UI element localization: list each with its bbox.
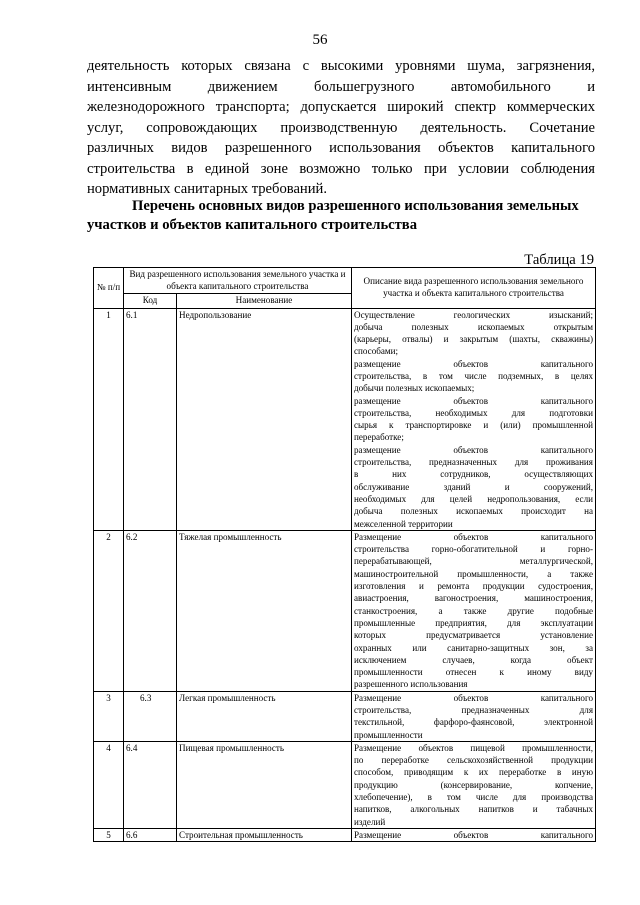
row-name: Легкая промышленность <box>177 691 352 741</box>
header-num: № п/п <box>94 268 124 309</box>
row-code: 6.6 <box>124 828 177 841</box>
description-line: изделий <box>354 816 386 827</box>
description-line: межселенной территории <box>354 518 453 529</box>
header-desc: Описание вида разрешенного использования земельного участка и объекта капитального строительства <box>352 268 596 309</box>
description-line: машиностроительной промышленности, а также <box>354 568 593 579</box>
page-number: 56 <box>312 32 328 48</box>
row-number: 4 <box>94 741 124 828</box>
description-line: разрешенного использования <box>354 679 468 690</box>
intro-line: интенсивным движением большегрузного автомобильного и <box>87 78 595 95</box>
description-line: строительства горно-обогатительной и горно- <box>354 544 593 555</box>
description-line: переработке; <box>354 432 404 443</box>
row-number: 2 <box>94 530 124 691</box>
row-number: 3 <box>94 691 124 741</box>
intro-line: различных видов разрешенного использования объектов капитального <box>87 140 595 156</box>
row-name: Тяжелая промышленность <box>177 530 352 691</box>
description-line: авиастроения, вагоностроения, машиностроения, <box>354 593 593 604</box>
row-name: Пищевая промышленность <box>177 741 352 828</box>
description-line: добыча полезных ископаемых происходит на <box>354 506 593 517</box>
description-line: промышленности отнесен к иному виду <box>354 667 593 678</box>
description-line: хлебопечение), в том числе для производства <box>354 792 593 803</box>
description-line: строительства, предназначенных для <box>354 705 593 715</box>
description-line: строительства, необходимых для подготовки <box>354 407 593 418</box>
description-line: Размещение объектов капитального <box>354 531 593 542</box>
description-line: Размещение объектов капитального <box>354 692 593 703</box>
table-body <box>94 308 596 842</box>
description-line: Размещение объектов капитального <box>354 829 593 840</box>
intro-line: деятельность которых связана с высокими уровнями шума, загрязнения, <box>87 58 595 74</box>
header-group: Вид разрешенного использования земельного участка и объекта капитального строительства <box>124 268 352 294</box>
description-line: в них сотрудников, осуществляющих <box>354 469 593 480</box>
description-line: охранных или санитарно-защитных зон, за <box>354 642 593 653</box>
row-description <box>352 308 596 530</box>
description-line: необходимых для целей недропользования, если <box>354 493 593 504</box>
table-row <box>94 308 596 530</box>
row-description <box>352 691 596 741</box>
row-number: 1 <box>94 308 124 530</box>
description-line: промышленные предприятия, для эксплуатации <box>354 617 593 628</box>
description-line: добыча полезных ископаемых открытым <box>354 321 593 332</box>
description-line: размещение объектов капитального <box>354 395 593 406</box>
description-line: напитков, алкогольных напитков и табачных <box>354 804 593 815</box>
table-row <box>94 741 596 828</box>
row-code: 6.3 <box>124 691 177 741</box>
row-code: 6.1 <box>124 308 177 530</box>
description-line: добычи полезных ископаемых; <box>354 383 475 394</box>
land-use-table <box>93 267 596 842</box>
table-row <box>94 530 596 691</box>
table-caption: Таблица 19 <box>524 252 594 268</box>
description-line: обслуживание зданий и сооружений, <box>354 481 593 492</box>
intro-line: услуг, сопровождающих производственную деятельность. Сочетание <box>87 119 595 136</box>
row-description <box>352 828 596 841</box>
description-line: изготовления и ремонта продукции судостроения, <box>354 581 593 592</box>
description-line: Осуществление геологических изысканий; <box>354 309 593 320</box>
description-line: станкостроения, а также другие подобные <box>354 605 593 616</box>
description-line: строительства, в том числе подземных, в целях <box>354 370 593 381</box>
description-line: способами; <box>354 346 399 357</box>
description-line: перерабатывающей, металлургической, <box>354 556 593 567</box>
intro-paragraph <box>87 56 595 200</box>
section-heading <box>87 197 595 235</box>
row-description <box>352 530 596 691</box>
description-line: по переработке сельскохозяйственной продукции <box>354 755 593 766</box>
description-line: размещение объектов капитального <box>354 358 593 369</box>
description-line: промышленности <box>354 729 423 740</box>
heading-line: Перечень основных видов разрешенного использования земельных <box>132 198 579 214</box>
header-name: Наименование <box>177 294 352 309</box>
description-line: способом, приводящим к их переработке в иную <box>354 767 593 778</box>
description-line: исключением случаев, когда объект <box>354 654 593 665</box>
row-name: Недропользование <box>177 308 352 530</box>
table-row <box>94 691 596 741</box>
header-code: Код <box>124 294 177 309</box>
description-line: которых предусматривается установление <box>354 630 593 641</box>
intro-line: железнодорожного транспорта; допускается широкий спектр коммерческих <box>87 99 595 115</box>
row-description <box>352 741 596 828</box>
row-code: 6.2 <box>124 530 177 691</box>
table-row <box>94 828 596 841</box>
heading-line: участков и объектов капитального строительства <box>87 217 417 233</box>
description-line: продукцию (консервирование, копчение, <box>354 779 593 790</box>
description-line: размещение объектов капитального <box>354 444 593 455</box>
description-line: сырья к транспортировке и (или) промышленной <box>354 420 593 431</box>
intro-line: строительства в единой зоне возможно только при условии соблюдения <box>87 160 595 177</box>
row-number: 5 <box>94 828 124 841</box>
description-line: текстильной, фарфоро-фаянсовой, электронной <box>354 717 593 728</box>
description-line: (карьеры, отвалы) и закрытым (шахты, скважины) <box>354 334 593 345</box>
row-name: Строительная промышленность <box>177 828 352 841</box>
intro-line: нормативных санитарных требований. <box>87 181 328 197</box>
description-line: строительства, предназначенных для проживания <box>354 457 593 468</box>
row-code: 6.4 <box>124 741 177 828</box>
description-line: Размещение объектов пищевой промышленности, <box>354 742 593 753</box>
